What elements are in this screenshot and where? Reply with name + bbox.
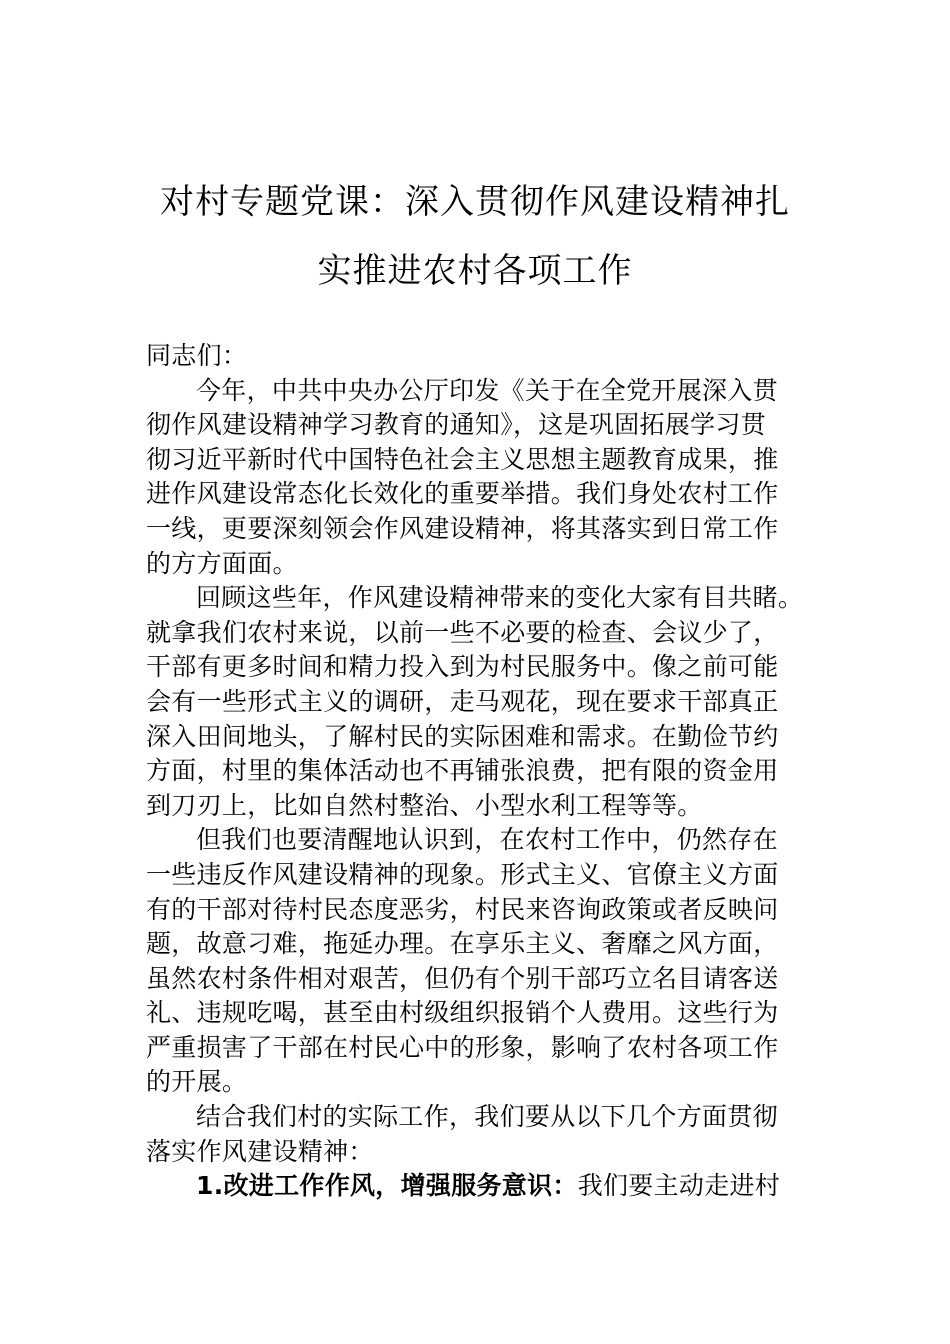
paragraph-2-line-1: 回顾这些年，作风建设精神带来的变化大家有目共睹。 xyxy=(196,583,804,613)
paragraph-2-line-2: 就拿我们农村来说，以前一些不必要的检查、会议少了， xyxy=(146,617,779,647)
paragraph-3-line-7: 严重损害了干部在村民心中的形象，影响了农村各项工作 xyxy=(146,1032,779,1062)
paragraph-2-line-7: 到刀刃上，比如自然村整治、小型水利工程等等。 xyxy=(146,790,703,820)
paragraph-1-line-4: 进作风建设常态化长效化的重要举措。我们身处农村工作 xyxy=(146,479,779,509)
paragraph-1-line-2: 彻作风建设精神学习教育的通知》，这是巩固拓展学习贯 xyxy=(146,410,767,440)
paragraph-4-line-1: 结合我们村的实际工作，我们要从以下几个方面贯彻 xyxy=(196,1102,778,1132)
point-1-line xyxy=(146,1169,826,1204)
paragraph-1-line-6: 的方方面面。 xyxy=(146,548,298,578)
paragraph-3-line-2: 一些违反作风建设精神的现象。形式主义、官僚主义方面 xyxy=(146,859,779,889)
paragraph-3-line-1: 但我们也要清醒地认识到，在农村工作中，仍然存在 xyxy=(196,825,778,855)
paragraph-3-line-4: 题，故意刁难，拖延办理。在享乐主义、奢靡之风方面， xyxy=(146,929,779,959)
paragraph-4-line-2: 落实作风建设精神： xyxy=(146,1136,374,1166)
document-title-line-1: 对村专题党课：深入贯彻作风建设精神扎 xyxy=(160,182,790,222)
paragraph-2-line-4: 会有一些形式主义的调研，走马观花，现在要求干部真正 xyxy=(146,686,779,716)
paragraph-2-line-5: 深入田间地头，了解村民的实际困难和需求。在勤俭节约 xyxy=(146,721,779,751)
paragraph-3-line-6: 礼、违规吃喝，甚至由村级组织报销个人费用。这些行为 xyxy=(146,998,779,1028)
point-1-text: 我们要主动走进村 xyxy=(577,1171,781,1201)
paragraph-2-line-6: 方面，村里的集体活动也不再铺张浪费，把有限的资金用 xyxy=(146,756,779,786)
paragraph-1-line-3: 彻习近平新时代中国特色社会主义思想主题教育成果，推 xyxy=(146,444,779,474)
paragraph-3-line-3: 有的干部对待村民态度恶劣，村民来咨询政策或者反映问 xyxy=(146,894,779,924)
document-title-line-2: 实推进农村各项工作 xyxy=(317,251,633,291)
paragraph-3-line-5: 虽然农村条件相对艰苦，但仍有个别干部巧立名目请客送 xyxy=(146,963,779,993)
document-body xyxy=(146,339,826,1204)
paragraph-2-line-3: 干部有更多时间和精力投入到为村民服务中。像之前可能 xyxy=(146,652,779,682)
salutation: 同志们： xyxy=(146,341,248,370)
paragraph-1-line-1: 今年，中共中央办公厅印发《关于在全党开展深入贯 xyxy=(196,375,778,405)
paragraph-1-line-5: 一线，更要深刻领会作风建设精神，将其落实到日常工作 xyxy=(146,513,779,543)
point-1-heading: 1.改进工作作风，增强服务意识： xyxy=(196,1171,578,1201)
paragraph-3-line-8: 的开展。 xyxy=(146,1067,248,1097)
